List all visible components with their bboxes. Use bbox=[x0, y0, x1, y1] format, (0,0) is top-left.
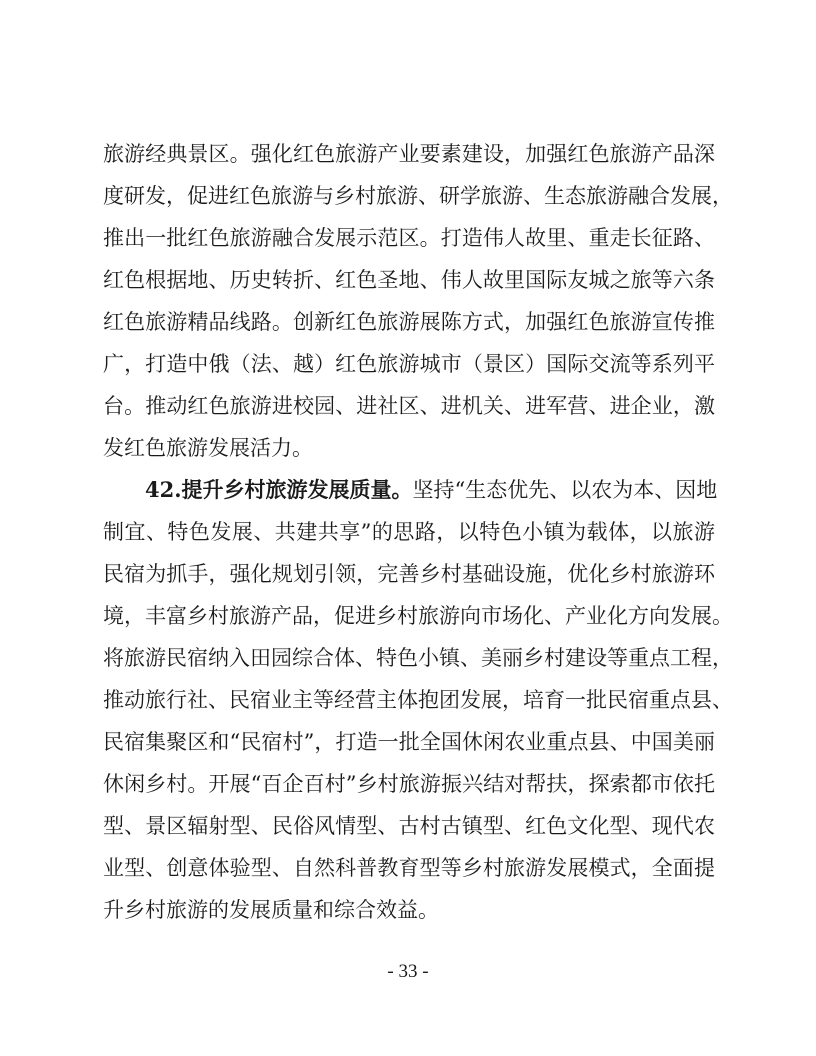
paragraph-2-line-11: 升乡村旅游的发展质量和综合效益。 bbox=[103, 898, 439, 922]
paragraph-2-line-3: 民宿为抓手，强化规划引领，完善乡村基础设施，优化乡村旅游环 bbox=[103, 562, 715, 586]
paragraph-2-line-5: 将旅游民宿纳入田园综合体、特色小镇、美丽乡村建设等重点工程， bbox=[103, 646, 733, 670]
paragraph-1-line-3: 推出一批红色旅游融合发展示范区。打造伟人故里、重走长征路、 bbox=[103, 226, 715, 250]
paragraph-2-first-line-text: 坚持“生态优先、以农为本、因地 bbox=[412, 478, 718, 502]
page-number: - 33 - bbox=[387, 961, 429, 982]
paragraph-1-line-8: 发红色旅游发展活力。 bbox=[103, 436, 313, 460]
paragraph-1-line-1: 旅游经典景区。强化红色旅游产业要素建设，加强红色旅游产品深 bbox=[103, 142, 715, 166]
paragraph-2-line-10: 业型、创意体验型、自然科普教育型等乡村旅游发展模式，全面提 bbox=[103, 856, 715, 880]
paragraph-2-line-7: 民宿集聚区和“民宿村”，打造一批全国休闲农业重点县、中国美丽 bbox=[103, 730, 715, 754]
paragraph-2-line-2: 制宜、特色发展、共建共享”的思路，以特色小镇为载体，以旅游 bbox=[103, 520, 715, 544]
paragraph-1-line-7: 台。推动红色旅游进校园、进社区、进机关、进军营、进企业，激 bbox=[103, 394, 715, 418]
paragraph-2-first-line bbox=[145, 475, 718, 505]
paragraph-2-line-8: 休闲乡村。开展“百企百村”乡村旅游振兴结对帮扶，探索都市依托 bbox=[103, 772, 715, 796]
paragraph-2-line-4: 境，丰富乡村旅游产品，促进乡村旅游向市场化、产业化方向发展。 bbox=[103, 604, 733, 628]
section-heading: 42.提升乡村旅游发展质量。 bbox=[145, 477, 413, 502]
paragraph-2-line-6: 推动旅行社、民宿业主等经营主体抱团发展，培育一批民宿重点县、 bbox=[103, 688, 733, 712]
paragraph-2-line-9: 型、景区辐射型、民俗风情型、古村古镇型、红色文化型、现代农 bbox=[103, 814, 715, 838]
paragraph-1-line-5: 红色旅游精品线路。创新红色旅游展陈方式，加强红色旅游宣传推 bbox=[103, 310, 715, 334]
paragraph-1-line-4: 红色根据地、历史转折、红色圣地、伟人故里国际友城之旅等六条 bbox=[103, 268, 715, 292]
paragraph-1-line-2: 度研发，促进红色旅游与乡村旅游、研学旅游、生态旅游融合发展， bbox=[103, 184, 733, 208]
paragraph-1-line-6: 广，打造中俄（法、越）红色旅游城市（景区）国际交流等系列平 bbox=[103, 352, 715, 376]
